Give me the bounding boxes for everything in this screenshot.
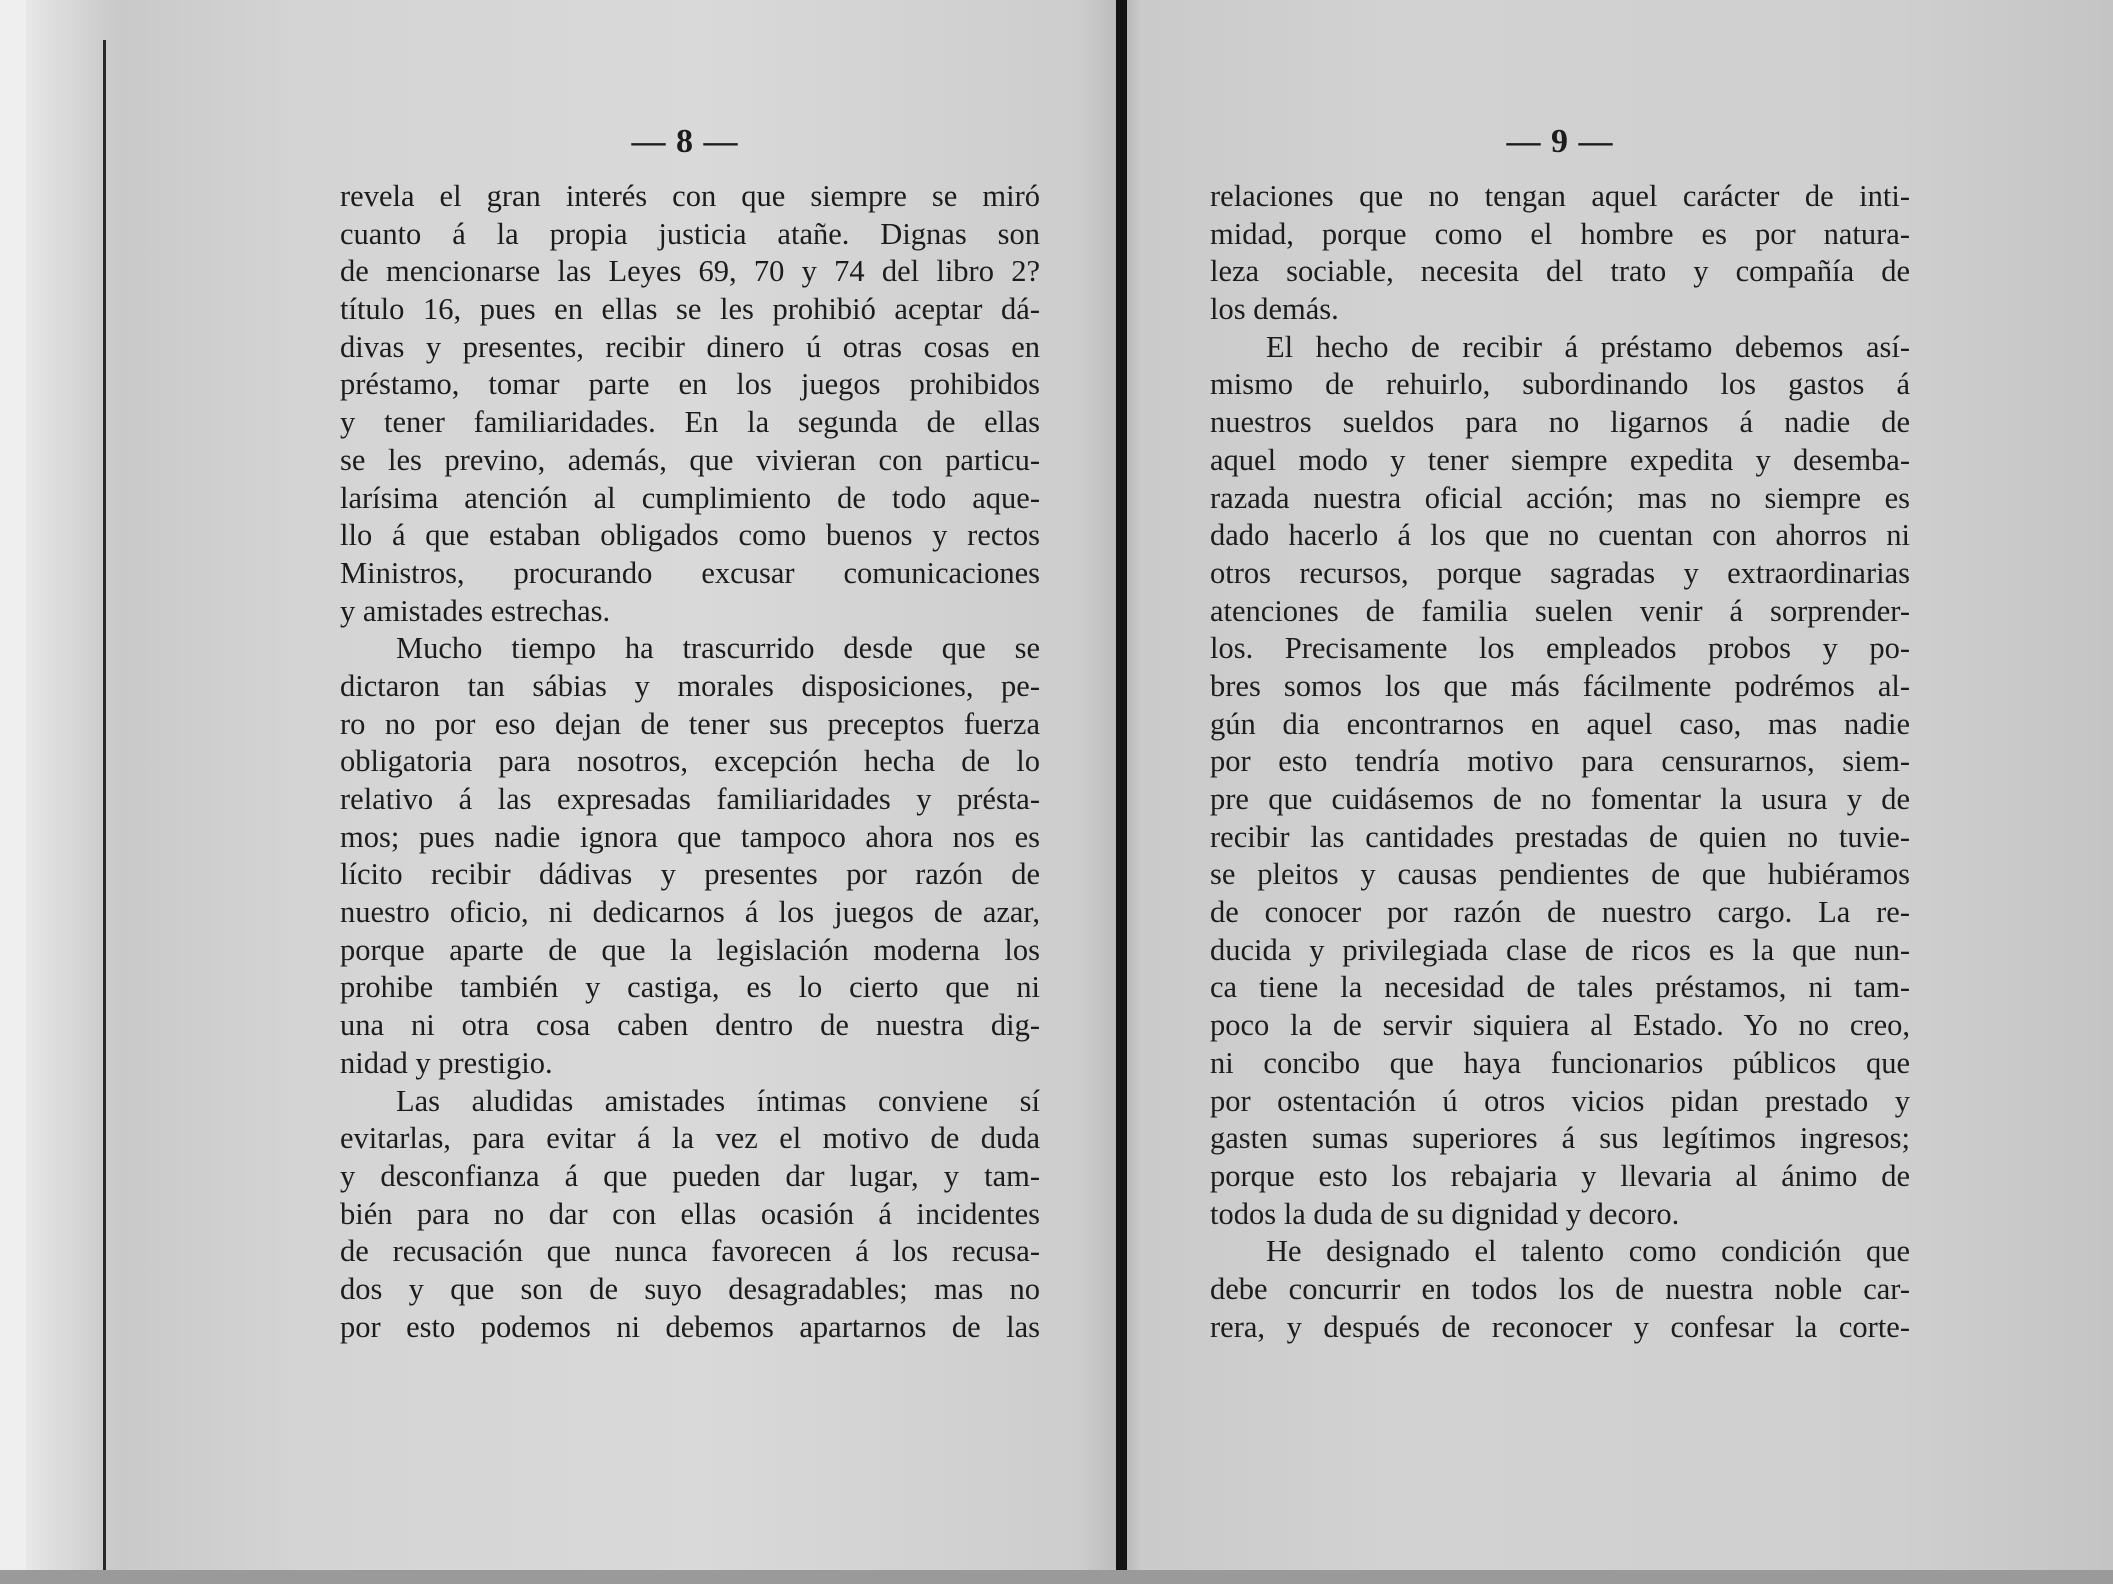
text-line: Las aludidas amistades íntimas conviene sí xyxy=(396,1083,1040,1118)
text-line: divas y presentes, recibir dinero ú otras cosas en xyxy=(340,329,1040,364)
text-line: dado hacerlo á los que no cuentan con ahorros ni xyxy=(1210,518,1910,553)
text-line: relativo á las expresadas familiaridades y présta- xyxy=(340,782,1040,816)
text-line: relaciones que no tengan aquel carácter de inti- xyxy=(1210,179,1910,213)
text-line: nidad y prestigio. xyxy=(340,1045,553,1080)
text-line: pre que cuidásemos de no fomentar la usura y de xyxy=(1210,782,1910,816)
text-line: midad, porque como el hombre es por natura- xyxy=(1210,216,1910,251)
left-page xyxy=(340,118,1040,1346)
text-line: se pleitos y causas pendientes de que hubiéramos xyxy=(1210,857,1910,892)
text-line: leza sociable, necesita del trato y compañía de xyxy=(1210,254,1910,289)
bottom-edge xyxy=(0,1570,2113,1584)
text-line: debe concurrir en todos los de nuestra noble car- xyxy=(1210,1271,1910,1306)
text-line: una ni otra cosa caben dentro de nuestra dig- xyxy=(340,1008,1040,1043)
text-line: ca tiene la necesidad de tales préstamos, ni tam- xyxy=(1210,970,1910,1005)
text-line: los demás. xyxy=(1210,292,1339,327)
text-line: nuestros sueldos para no ligarnos á nadie de xyxy=(1210,405,1910,440)
text-line: y amistades estrechas. xyxy=(340,593,611,628)
page-edge xyxy=(0,0,26,1584)
text-line: ni concibo que haya funcionarios públicos que xyxy=(1210,1045,1910,1080)
text-line: Mucho tiempo ha trascurrido desde que se xyxy=(396,631,1040,666)
text-line: evitarlas, para evitar á la vez el motivo de duda xyxy=(340,1121,1040,1156)
text-line: aquel modo y tener siempre expedita y desemba- xyxy=(1210,442,1910,477)
text-line: bién para no dar con ellas ocasión á incidentes xyxy=(340,1196,1040,1231)
text-line: dos y que son de suyo desagradables; mas no xyxy=(340,1271,1040,1306)
text-line: y desconfianza á que pueden dar lugar, y tam- xyxy=(340,1158,1040,1193)
text-line: poco la de servir siquiera al Estado. Yo no creo, xyxy=(1210,1008,1910,1043)
text-line: todos la duda de su dignidad y decoro. xyxy=(1210,1196,1680,1231)
text-line: cuanto á la propia justicia atañe. Dignas son xyxy=(340,216,1040,251)
text-line: obligatoria para nosotros, excepción hecha de lo xyxy=(340,744,1040,779)
text-line: gún dia encontrarnos en aquel caso, mas nadie xyxy=(1210,706,1910,741)
text-line: y tener familiaridades. En la segunda de ellas xyxy=(340,405,1040,440)
text-line: llo á que estaban obligados como buenos y rectos xyxy=(340,518,1040,553)
text-line: de mencionarse las Leyes 69, 70 y 74 del libro 2? xyxy=(340,254,1040,289)
text-line: préstamo, tomar parte en los juegos prohibidos xyxy=(340,367,1040,402)
text-line: Ministros, procurando excusar comunicaciones xyxy=(340,555,1040,590)
book-spine xyxy=(1116,0,1127,1584)
text-line: lícito recibir dádivas y presentes por razón de xyxy=(340,857,1040,892)
text-line: atenciones de familia suelen venir á sorprender- xyxy=(1210,593,1910,628)
text-line: El hecho de recibir á préstamo debemos así- xyxy=(1266,329,1910,364)
right-page xyxy=(1210,118,1910,1346)
text-line: ducida y privilegiada clase de ricos es la que nun- xyxy=(1210,932,1910,967)
left-page-text xyxy=(340,178,1040,1346)
text-line: mismo de rehuirlo, subordinando los gastos á xyxy=(1210,367,1910,402)
text-line: por esto tendría motivo para censurarnos, siem- xyxy=(1210,744,1910,779)
text-line: gasten sumas superiores á sus legítimos ingresos; xyxy=(1210,1121,1910,1156)
text-line: He designado el talento como condición que xyxy=(1266,1234,1910,1269)
binding-rule xyxy=(103,40,106,1570)
text-line: los. Precisamente los empleados probos y po- xyxy=(1210,631,1910,666)
text-line: por esto podemos ni debemos apartarnos de las xyxy=(340,1309,1040,1344)
text-line: se les previno, además, que vivieran con particu- xyxy=(340,442,1040,477)
text-line: porque aparte de que la legislación moderna los xyxy=(340,932,1040,967)
text-line: larísima atención al cumplimiento de todo aque- xyxy=(340,480,1040,515)
text-line: revela el gran interés con que siempre se miró xyxy=(340,179,1040,213)
text-line: de recusación que nunca favorecen á los recusa- xyxy=(340,1234,1040,1269)
page-number-right: — 9 — xyxy=(1506,123,1614,160)
text-line: recibir las cantidades prestadas de quien no tuvie- xyxy=(1210,819,1910,854)
text-line: dictaron tan sábias y morales disposiciones, pe- xyxy=(340,668,1040,703)
text-line: porque esto los rebajaria y llevaria al ánimo de xyxy=(1210,1158,1910,1193)
text-line: ro no por eso dejan de tener sus preceptos fuerza xyxy=(340,706,1040,741)
right-page-text xyxy=(1210,178,1910,1346)
text-line: mos; pues nadie ignora que tampoco ahora nos es xyxy=(340,819,1040,854)
text-line: bres somos los que más fácilmente podrémos al- xyxy=(1210,668,1910,703)
text-line: nuestro oficio, ni dedicarnos á los juegos de azar, xyxy=(340,895,1040,930)
text-line: prohibe también y castiga, es lo cierto que ni xyxy=(340,970,1040,1005)
text-line: otros recursos, porque sagradas y extraordinarias xyxy=(1210,555,1910,590)
text-line: de conocer por razón de nuestro cargo. La re- xyxy=(1210,895,1910,930)
text-line: rera, y después de reconocer y confesar la corte- xyxy=(1210,1309,1910,1344)
text-line: por ostentación ú otros vicios pidan prestado y xyxy=(1210,1083,1910,1118)
text-line: razada nuestra oficial acción; mas no siempre es xyxy=(1210,480,1910,515)
text-line: título 16, pues en ellas se les prohibió aceptar dá- xyxy=(340,292,1040,327)
page-number-left: — 8 — xyxy=(631,123,739,160)
